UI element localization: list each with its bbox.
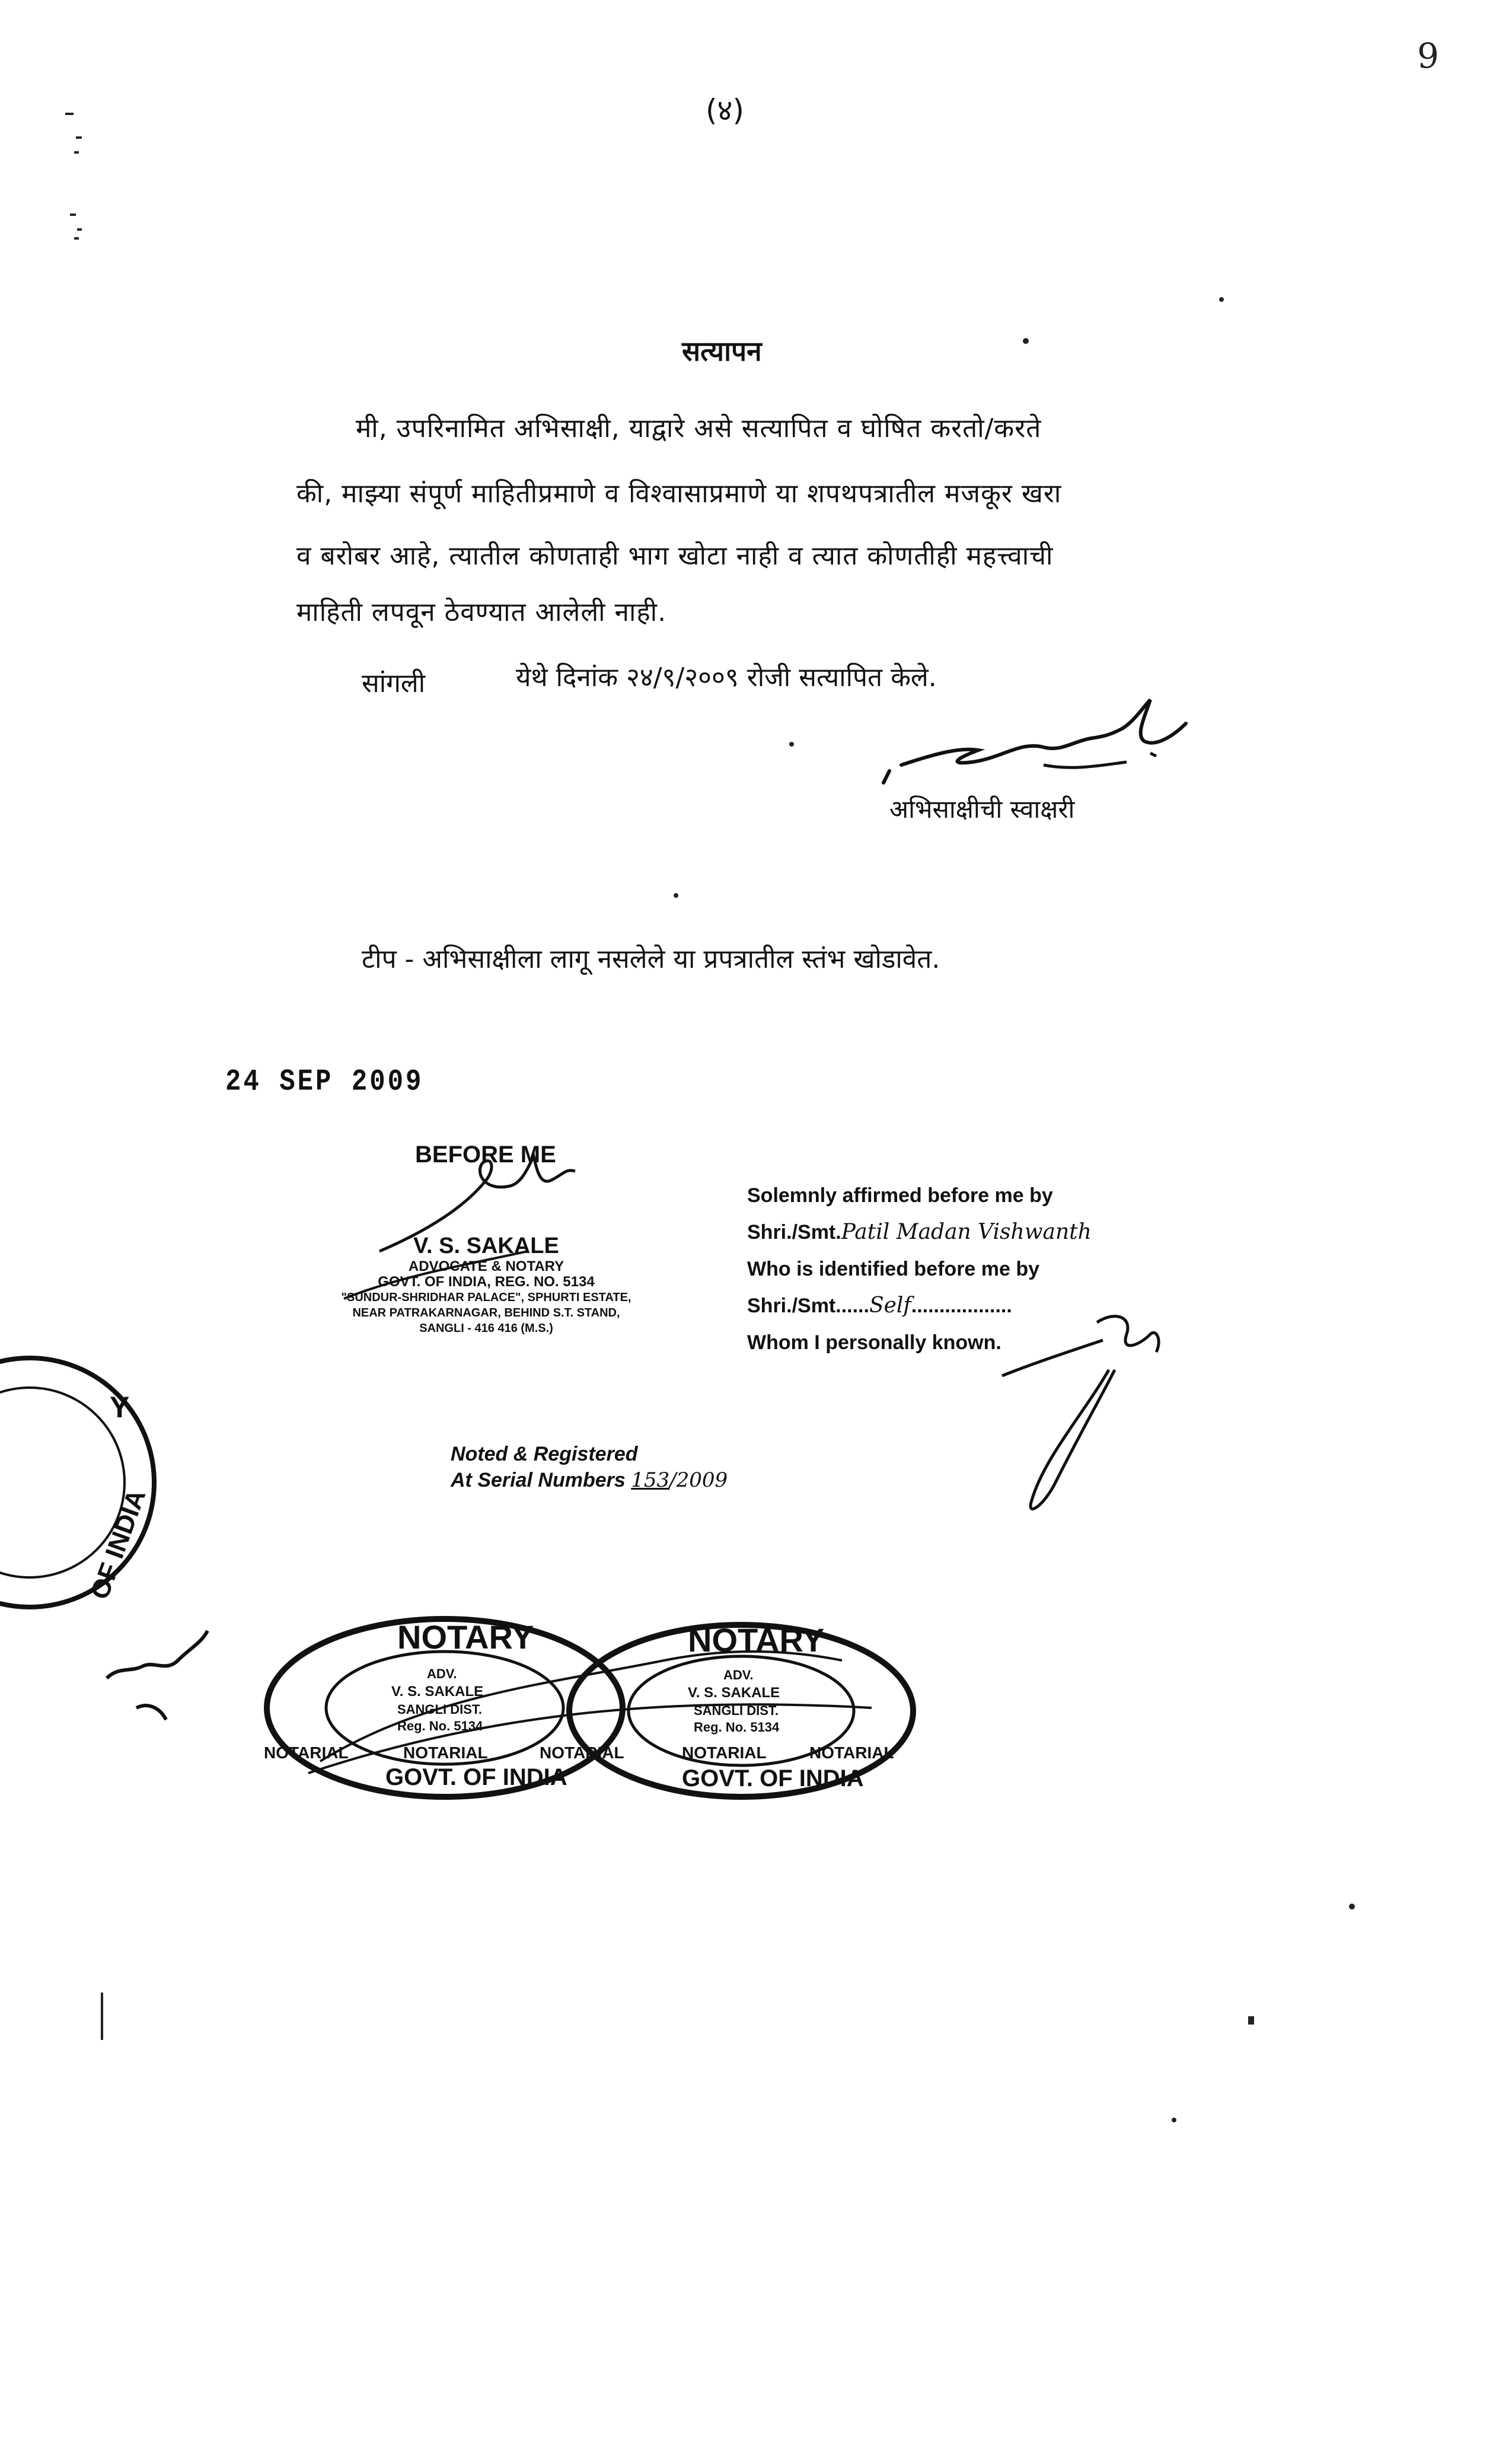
deponent-signature <box>866 682 1198 801</box>
notarial-label-3: NOTARIAL <box>540 1743 624 1762</box>
seal-2-bottom: GOVT. OF INDIA <box>682 1765 864 1791</box>
notary-title: ADVOCATE & NOTARY <box>408 1258 564 1274</box>
signature-label: अभिसाक्षीची स्वाक्षरी <box>889 795 1075 824</box>
noted-line-2 <box>451 1467 728 1493</box>
page-number: (४) <box>706 93 745 127</box>
notary-rubber-stamp <box>320 1233 652 1336</box>
seal-2-top: NOTARY <box>688 1621 825 1659</box>
deponent-name-handwritten: Patil Madan Vishwanth <box>841 1220 1092 1244</box>
left-seal-text-top: Y <box>110 1391 130 1424</box>
verification-line-3: व बरोबर आहे, त्यातील कोणताही भाग खोटा नाही व त्यात कोणतीही महत्त्वाची <box>296 541 1054 571</box>
left-seal-text-side: OF INDIA <box>85 1485 152 1604</box>
notarial-label-5: NOTARIAL <box>809 1743 894 1762</box>
notary-seals <box>249 1618 961 1815</box>
verification-date-line: येथे दिनांक २४/९/२००९ रोजी सत्यापित केले. <box>516 662 937 693</box>
seal-2-reg: Reg. No. 5134 <box>694 1720 780 1735</box>
notarial-label-4: NOTARIAL <box>682 1743 767 1762</box>
note-line: टीप - अभिसाक्षीला लागू नसलेले या प्रपत्रातील स्तंभ खोडावेत. <box>362 944 940 974</box>
seal-1-top: NOTARY <box>397 1618 534 1656</box>
seal-1-adv: ADV. <box>427 1666 457 1681</box>
seal-1-name: V. S. SAKALE <box>391 1684 484 1700</box>
corner-page-mark: 9 <box>1417 36 1439 76</box>
seal-2-name: V. S. SAKALE <box>688 1685 780 1701</box>
verification-heading: सत्यापन <box>682 335 762 367</box>
seal-1-place: SANGLI DIST. <box>397 1702 483 1717</box>
noted-line-1: Noted & Registered <box>451 1443 638 1465</box>
date-stamp: 24 SEP 2009 <box>225 1065 424 1099</box>
identifier-handwritten: Self <box>869 1293 911 1318</box>
affirm-line-5: Whom I personally known. <box>747 1331 1001 1354</box>
notary-name: V. S. SAKALE <box>413 1233 559 1258</box>
left-partial-seal <box>0 1346 152 1619</box>
before-me-label: BEFORE ME <box>415 1142 556 1168</box>
affirm-line-2 <box>747 1214 1092 1251</box>
notarial-label-2: NOTARIAL <box>403 1743 488 1762</box>
seal-2-adv: ADV. <box>723 1668 754 1682</box>
seal-2-place: SANGLI DIST. <box>694 1703 779 1718</box>
notary-reg: GOVT. OF INDIA, REG. NO. 5134 <box>378 1274 595 1290</box>
affirm-line-4-prefix: Shri./Smt...... <box>747 1295 869 1317</box>
margin-signature <box>101 1625 243 1732</box>
verification-line-1: मी, उपरिनामित अभिसाक्षी, याद्वारे असे सत्यापित व घोषित करतो/करते <box>356 413 1042 444</box>
affirm-line-2-prefix: Shri./Smt. <box>747 1221 841 1244</box>
verification-line-4: माहिती लपवून ठेवण्यात आलेली नाही. <box>296 597 667 627</box>
noted-registered-block <box>451 1441 728 1493</box>
seal-1-reg: Reg. No. 5134 <box>397 1719 483 1733</box>
serial-number-handwritten: 153 <box>631 1468 670 1492</box>
serial-year-handwritten: /2009 <box>669 1468 728 1492</box>
notary-address-2: NEAR PATRAKARNAGAR, BEHIND S.T. STAND, <box>352 1306 620 1319</box>
affirm-line-4-suffix: .................. <box>911 1295 1012 1317</box>
affirm-line-3: Who is identified before me by <box>747 1258 1040 1280</box>
notarial-label-1: NOTARIAL <box>264 1743 349 1762</box>
verification-line-2: की, माझ्या संपूर्ण माहितीप्रमाणे व विश्वासाप्रमाणे या शपथपत्रातील मजकूर खरा <box>296 479 1062 509</box>
notary-signature-right <box>996 1305 1174 1530</box>
notary-address-3: SANGLI - 416 416 (M.S.) <box>419 1322 553 1335</box>
notary-address-1: "SUNDUR-SHRIDHAR PALACE", SPHURTI ESTATE, <box>341 1291 631 1304</box>
affirm-line-1: Solemnly affirmed before me by <box>747 1184 1053 1207</box>
verification-place: सांगली <box>362 668 426 699</box>
noted-line-2-label: At Serial Numbers <box>451 1469 626 1491</box>
seal-1-bottom: GOVT. OF INDIA <box>385 1764 567 1790</box>
